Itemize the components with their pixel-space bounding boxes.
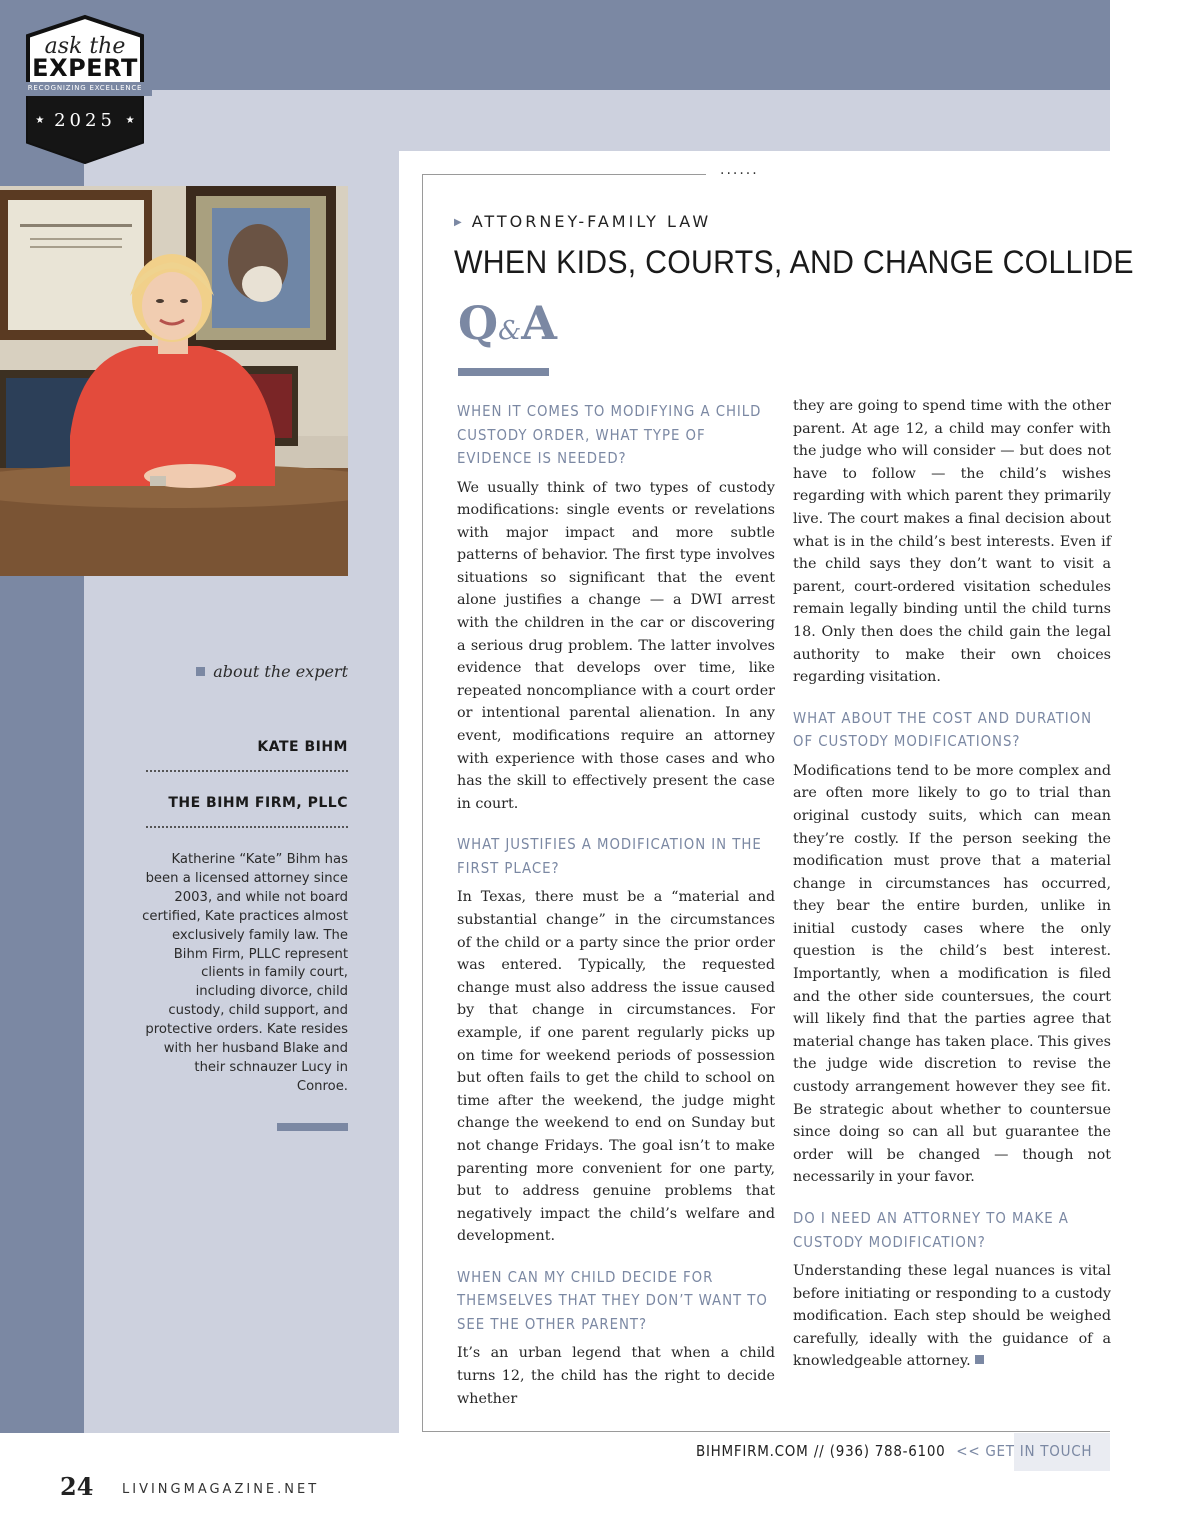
qa-ampersand: & <box>498 316 522 346</box>
square-bullet-icon <box>196 667 205 676</box>
about-label-text: about the expert <box>213 662 348 681</box>
badge-year-row <box>14 110 156 131</box>
star-icon: ★ <box>125 115 135 126</box>
expert-name: KATE BIHM <box>257 739 348 755</box>
frame-dots: ...... <box>720 162 759 178</box>
page-number: 24 <box>60 1472 94 1501</box>
qa-logo <box>458 296 557 350</box>
question-5: DO I NEED AN ATTORNEY TO MAKE A CUSTODY MODIFICATION? <box>793 1209 1069 1251</box>
expert-bio: Katherine “Kate” Bihm has been a licensed attorney since 2003, and while not board certified, Kate practices almost exclusively family law. The Bihm Firm, PLLC represent clients in family court, including divorce, child custody, child support, and protective orders. Kate resides with her husband Blake and their schnauzer Lucy in Conroe. <box>142 852 348 1094</box>
ask-the-expert-badge <box>14 14 156 166</box>
frame-line-bottom <box>422 1431 1110 1432</box>
star-icon: ★ <box>35 115 45 126</box>
badge-expert: EXPERT <box>32 54 138 82</box>
article-column-left <box>457 400 775 1428</box>
question-2: WHAT JUSTIFIES A MODIFICATION IN THE FIRST PLACE? <box>457 835 762 877</box>
expert-photo <box>0 186 348 576</box>
frame-line-left <box>422 174 423 1432</box>
answer-1: We usually think of two types of custody modifications: single events or revelations with major impact and more subtle patterns of behavior. The first type involves situations so significant that the event alone justifies a change — a DWI arrest with the children in the car or discovering a serious drug problem. The latter involves evidence that develops over time, like repeated noncompliance with a court order or intentional parental alienation. In any event, modifications require an attorney with experience with those cases and who has the skill to effectively present the case in court. <box>457 479 775 812</box>
answer-5 <box>793 1260 1111 1373</box>
qa-accent-bar <box>458 368 549 376</box>
contact-separator: // <box>813 1442 825 1460</box>
kicker-text: ATTORNEY-FAMILY LAW <box>471 212 712 231</box>
article-headline: WHEN KIDS, COURTS, AND CHANGE COLLIDE <box>454 244 1134 280</box>
firm-name: THE BIHM FIRM, PLLC <box>168 795 348 811</box>
contact-line <box>696 1442 1092 1460</box>
dotted-divider <box>146 770 348 772</box>
question-4: WHAT ABOUT THE COST AND DURATION OF CUSTODY MODIFICATIONS? <box>793 708 1093 751</box>
qa-q: Q <box>458 296 499 350</box>
frame-line-top <box>422 174 706 175</box>
dotted-divider <box>146 826 348 828</box>
website-link[interactable]: BIHMFIRM.COM <box>696 1442 809 1460</box>
top-color-band <box>0 0 1110 90</box>
article-column-right <box>793 395 1111 1391</box>
get-in-touch-link[interactable]: << GET IN TOUCH <box>956 1442 1093 1460</box>
answer-3-start: It’s an urban legend that when a child turns 12, the child has the right to decide whether <box>457 1345 775 1407</box>
badge-recognizing: RECOGNIZING EXCELLENCE <box>27 84 143 92</box>
badge-ask-the: ask the <box>44 34 126 59</box>
badge-year: 2025 <box>54 110 116 131</box>
section-kicker <box>454 212 711 231</box>
answer-3-continued: they are going to spend time with the other parent. At age 12, a child may confer with the judge who will consider — but does not have to follow — the child’s wishes regarding with which parent they primarily live. The court makes a final decision about what is in the child’s best interests. Even if the child says they don’t want to visit a parent, court-ordered visitation schedules remain legally binding until the child turns 18. Only then does the child gain the legal authority to make their own choices regarding visitation. <box>793 398 1111 686</box>
qa-a: A <box>521 296 557 350</box>
about-the-expert-label <box>150 662 348 681</box>
question-1: WHEN IT COMES TO MODIFYING A CHILD CUSTODY ORDER, WHAT TYPE OF EVIDENCE IS NEEDED? <box>457 402 762 467</box>
end-mark-icon <box>975 1355 984 1364</box>
sidebar-accent-bar <box>277 1123 348 1131</box>
phone-number[interactable]: (936) 788-6100 <box>829 1442 946 1460</box>
answer-5-text: Understanding these legal nuances is vital before initiating or responding to a custody modification. Each step should be weighed carefully, ideally with the guidance of a knowledgeable attorney. <box>793 1263 1111 1370</box>
answer-4: Modifications tend to be more complex and are often more likely to go to trial than original custody suits, which can mean they’re costly. If the person seeking the modification must prove that a material change in circumstances has occurred, they bear the entire burden, unlike in initial custody cases where the only question is the child’s best interest. Importantly, when a modification is filed and the other side countersues, the court will likely find that the parties agree that material change has taken place. This gives the judge wide discretion to revise the custody arrangement however they see fit. Be strategic about whether to countersue since doing so can all but guarantee the order will be changed — though not necessarily in your favor. <box>793 762 1111 1186</box>
triangle-bullet-icon: ▶ <box>454 217 462 228</box>
magazine-site: LIVINGMAGAZINE.NET <box>122 1482 320 1497</box>
question-3: WHEN CAN MY CHILD DECIDE FOR THEMSELVES THAT THEY DON’T WANT TO SEE THE OTHER PARENT? <box>457 1267 768 1333</box>
expert-photo-illustration <box>0 186 348 576</box>
answer-2: In Texas, there must be a “material and substantial change” in the circumstances of the child or a party since the prior order was entered. Typically, the requested change must also address the issue caused by that change in circumstances. For example, if one parent regularly picks up on time for weekend periods of possession but often fails to get the child to school on time after the weekend, the judge might change the weekend to end on Sunday but not change Fridays. The goal isn’t to make parenting more convenient for one party, but to address genuine problems that negatively impact the child’s welfare and development. <box>457 889 775 1245</box>
